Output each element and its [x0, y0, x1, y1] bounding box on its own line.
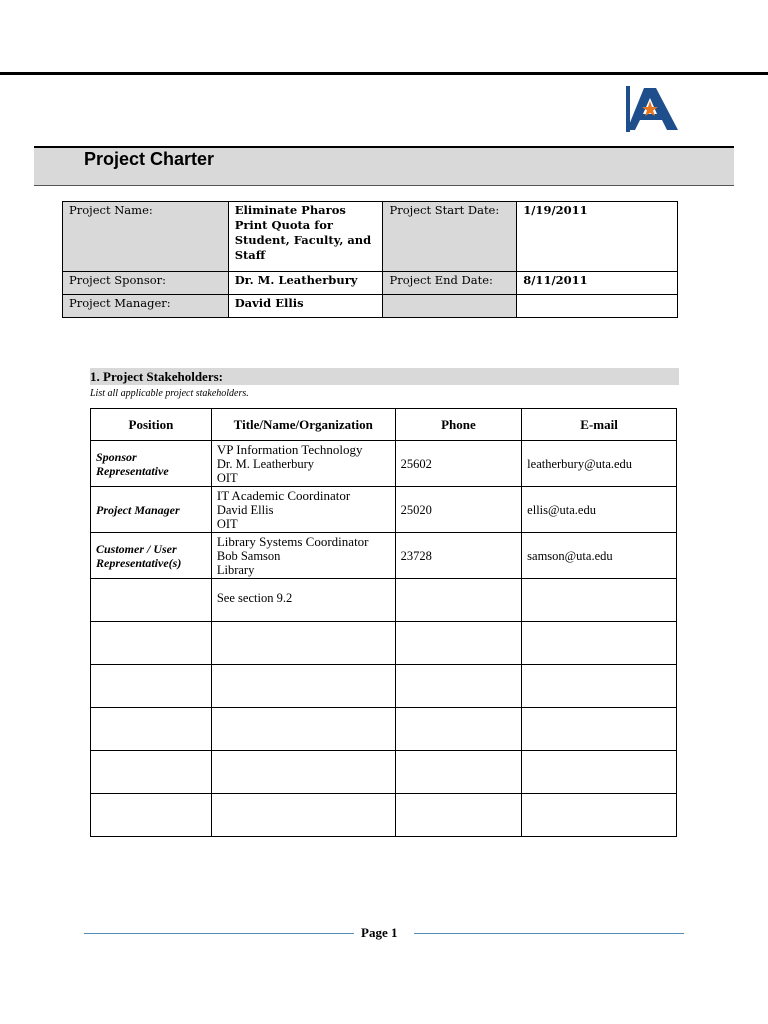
organization-line: David Ellis — [216, 503, 274, 517]
title-band — [34, 146, 734, 186]
stakeholder-organization — [211, 487, 395, 533]
stakeholder-email — [522, 751, 677, 794]
stakeholder-organization — [211, 794, 395, 837]
organization-line: OIT — [216, 517, 238, 531]
stakeholder-organization — [211, 533, 395, 579]
project-name-label: Project Name: — [63, 202, 229, 272]
project-manager-label: Project Manager: — [63, 295, 229, 318]
stakeholder-phone — [395, 579, 522, 622]
stakeholder-email — [522, 708, 677, 751]
table-row — [91, 533, 677, 579]
stakeholder-email: samson@uta.edu — [522, 533, 677, 579]
stakeholder-email — [522, 665, 677, 708]
organization-line: VP Information Technology — [216, 442, 363, 457]
stakeholder-organization — [211, 665, 395, 708]
table-row — [63, 295, 678, 318]
stakeholder-position — [91, 794, 212, 837]
stakeholder-phone — [395, 708, 522, 751]
empty-label-cell — [383, 295, 517, 318]
stakeholder-phone: 23728 — [395, 533, 522, 579]
organization-line: Library Systems Coordinator — [216, 534, 369, 549]
table-row — [91, 622, 677, 665]
table-row — [91, 708, 677, 751]
stakeholder-email — [522, 622, 677, 665]
column-header-organization: Title/Name/Organization — [211, 409, 395, 441]
stakeholder-phone — [395, 751, 522, 794]
stakeholder-organization — [211, 441, 395, 487]
column-header-position: Position — [91, 409, 212, 441]
stakeholder-position — [91, 751, 212, 794]
organization-line: See section 9.2 — [216, 591, 293, 605]
stakeholder-organization — [211, 622, 395, 665]
organization-line: IT Academic Coordinator — [216, 488, 351, 503]
stakeholder-phone: 25020 — [395, 487, 522, 533]
footer-rule-right — [414, 933, 684, 934]
footer-rule-left — [84, 933, 354, 934]
end-date-label: Project End Date: — [383, 272, 517, 295]
stakeholder-organization — [211, 708, 395, 751]
empty-value-cell — [517, 295, 678, 318]
page-title: Project Charter — [84, 149, 215, 169]
organization-line — [217, 753, 390, 763]
stakeholder-phone — [395, 665, 522, 708]
header-rule — [0, 72, 768, 75]
column-header-phone: Phone — [395, 409, 522, 441]
stakeholder-phone — [395, 794, 522, 837]
organization-line: Dr. M. Leatherbury — [216, 457, 315, 471]
stakeholders-table — [90, 408, 677, 837]
stakeholder-position — [91, 622, 212, 665]
column-header-email: E-mail — [522, 409, 677, 441]
organization-line — [217, 796, 390, 806]
project-sponsor-label: Project Sponsor: — [63, 272, 229, 295]
stakeholder-email — [522, 794, 677, 837]
stakeholder-email: leatherbury@uta.edu — [522, 441, 677, 487]
stakeholder-position — [91, 665, 212, 708]
stakeholder-organization — [211, 751, 395, 794]
organization-line: Library — [216, 563, 255, 577]
stakeholder-email: ellis@uta.edu — [522, 487, 677, 533]
stakeholder-phone: 25602 — [395, 441, 522, 487]
table-row — [63, 272, 678, 295]
table-row — [91, 441, 677, 487]
table-row — [63, 202, 678, 272]
stakeholder-position: Customer / User Representative(s) — [91, 533, 212, 579]
organization-line — [217, 667, 390, 677]
stakeholder-organization — [211, 579, 395, 622]
start-date-label: Project Start Date: — [383, 202, 517, 272]
end-date-value: 8/11/2011 — [517, 272, 678, 295]
table-row — [91, 665, 677, 708]
project-info-table — [62, 201, 678, 318]
table-row — [91, 751, 677, 794]
table-header-row — [91, 409, 677, 441]
organization-line — [217, 624, 390, 634]
start-date-value: 1/19/2011 — [517, 202, 678, 272]
stakeholder-position: Sponsor Representative — [91, 441, 212, 487]
project-sponsor-value: Dr. M. Leatherbury — [228, 272, 383, 295]
project-name-value: Eliminate Pharos Print Quota for Student, Faculty, and Staff — [228, 202, 383, 272]
stakeholder-position — [91, 579, 212, 622]
stakeholder-phone — [395, 622, 522, 665]
organization-line — [217, 710, 390, 720]
table-row — [91, 579, 677, 622]
project-manager-value: David Ellis — [228, 295, 383, 318]
table-row — [91, 487, 677, 533]
page-number: Page 1 — [361, 925, 398, 940]
stakeholder-email — [522, 579, 677, 622]
university-logo — [626, 86, 678, 132]
organization-line: OIT — [216, 471, 238, 485]
stakeholders-heading: 1. Project Stakeholders: — [90, 368, 679, 385]
stakeholder-position — [91, 708, 212, 751]
stakeholders-note: List all applicable project stakeholders. — [90, 388, 249, 399]
organization-line: Bob Samson — [216, 549, 281, 563]
table-row — [91, 794, 677, 837]
stakeholder-position: Project Manager — [91, 487, 212, 533]
